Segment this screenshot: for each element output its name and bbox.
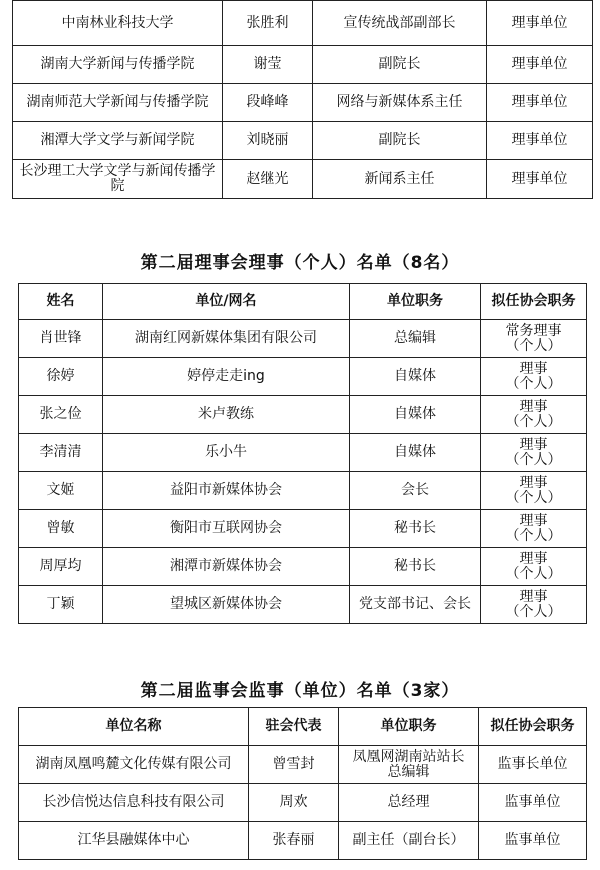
position-cell: 总经理 xyxy=(339,784,479,822)
role-cell: 理事 （个人） xyxy=(481,510,587,548)
name-cell: 丁颖 xyxy=(19,586,103,624)
position-cell: 新闻系主任 xyxy=(313,160,487,199)
unit-cell: 衡阳市互联网协会 xyxy=(103,510,350,548)
column-header: 驻会代表 xyxy=(249,708,339,746)
position-cell: 总编辑 xyxy=(350,320,481,358)
role-cell: 理事单位 xyxy=(487,84,593,122)
unit-cell: 米卢教练 xyxy=(103,396,350,434)
unit-cell: 长沙理工大学文学与新闻传播学院 xyxy=(13,160,223,199)
column-header: 单位名称 xyxy=(19,708,249,746)
role-cell: 理事 （个人） xyxy=(481,548,587,586)
unit-cell: 江华县融媒体中心 xyxy=(19,822,249,860)
column-header: 单位职务 xyxy=(339,708,479,746)
unit-cell: 湖南红网新媒体集团有限公司 xyxy=(103,320,350,358)
role-cell: 理事单位 xyxy=(487,122,593,160)
position-cell: 网络与新媒体系主任 xyxy=(313,84,487,122)
role-cell: 理事单位 xyxy=(487,160,593,199)
table-row xyxy=(19,548,587,586)
position-cell: 副主任（副台长） xyxy=(339,822,479,860)
role-cell: 理事 （个人） xyxy=(481,358,587,396)
unit-cell: 湖南凤凰鸣麓文化传媒有限公司 xyxy=(19,746,249,784)
rep-cell: 张胜利 xyxy=(223,1,313,46)
supervisor-table xyxy=(18,707,587,860)
table-row xyxy=(19,746,587,784)
table-row xyxy=(19,822,587,860)
rep-cell: 段峰峰 xyxy=(223,84,313,122)
position-cell: 凤凰网湖南站站长 总编辑 xyxy=(339,746,479,784)
role-cell: 理事 （个人） xyxy=(481,434,587,472)
position-cell: 自媒体 xyxy=(350,396,481,434)
table-row xyxy=(13,122,593,160)
table-header-row xyxy=(19,708,587,746)
rep-cell: 周欢 xyxy=(249,784,339,822)
column-header: 姓名 xyxy=(19,284,103,320)
role-cell: 常务理事 （个人） xyxy=(481,320,587,358)
column-header: 单位职务 xyxy=(350,284,481,320)
table-row xyxy=(19,784,587,822)
table-row xyxy=(13,46,593,84)
table-row xyxy=(19,586,587,624)
table-row xyxy=(13,1,593,46)
section-title: 第二届监事会监事（单位）名单（3家） xyxy=(140,681,460,701)
unit-cell: 益阳市新媒体协会 xyxy=(103,472,350,510)
unit-cell: 中南林业科技大学 xyxy=(13,1,223,46)
position-cell: 副院长 xyxy=(313,46,487,84)
unit-cell: 长沙信悦达信息科技有限公司 xyxy=(19,784,249,822)
rep-cell: 刘晓丽 xyxy=(223,122,313,160)
rep-cell: 赵继光 xyxy=(223,160,313,199)
position-cell: 会长 xyxy=(350,472,481,510)
role-cell: 监事长单位 xyxy=(479,746,587,784)
table-row xyxy=(13,160,593,199)
table-row xyxy=(13,84,593,122)
rep-cell: 曾雪封 xyxy=(249,746,339,784)
position-cell: 自媒体 xyxy=(350,434,481,472)
role-cell: 监事单位 xyxy=(479,784,587,822)
section-title: 第二届理事会理事（个人）名单（8名） xyxy=(140,253,460,273)
position-cell: 自媒体 xyxy=(350,358,481,396)
unit-table xyxy=(12,0,593,199)
role-cell: 监事单位 xyxy=(479,822,587,860)
unit-cell: 湖南师范大学新闻与传播学院 xyxy=(13,84,223,122)
unit-cell: 望城区新媒体协会 xyxy=(103,586,350,624)
table-row xyxy=(19,358,587,396)
position-cell: 副院长 xyxy=(313,122,487,160)
table-row xyxy=(19,320,587,358)
name-cell: 周厚均 xyxy=(19,548,103,586)
name-cell: 文姬 xyxy=(19,472,103,510)
column-header: 拟任协会职务 xyxy=(481,284,587,320)
position-cell: 党支部书记、会长 xyxy=(350,586,481,624)
unit-cell: 湘潭大学文学与新闻学院 xyxy=(13,122,223,160)
unit-cell: 湖南大学新闻与传播学院 xyxy=(13,46,223,84)
rep-cell: 张春丽 xyxy=(249,822,339,860)
role-cell: 理事 （个人） xyxy=(481,396,587,434)
position-cell: 秘书长 xyxy=(350,510,481,548)
unit-cell: 婷停走走ing xyxy=(103,358,350,396)
unit-cell: 湘潭市新媒体协会 xyxy=(103,548,350,586)
position-cell: 宣传统战部副部长 xyxy=(313,1,487,46)
name-cell: 曾敏 xyxy=(19,510,103,548)
name-cell: 张之俭 xyxy=(19,396,103,434)
role-cell: 理事单位 xyxy=(487,46,593,84)
table-row xyxy=(19,510,587,548)
name-cell: 肖世锋 xyxy=(19,320,103,358)
council-member-table xyxy=(18,283,587,624)
column-header: 单位/网名 xyxy=(103,284,350,320)
name-cell: 李清清 xyxy=(19,434,103,472)
table-row xyxy=(19,472,587,510)
role-cell: 理事 （个人） xyxy=(481,586,587,624)
table-row xyxy=(19,434,587,472)
table-header-row xyxy=(19,284,587,320)
table-row xyxy=(19,396,587,434)
rep-cell: 谢莹 xyxy=(223,46,313,84)
column-header: 拟任协会职务 xyxy=(479,708,587,746)
unit-cell: 乐小牛 xyxy=(103,434,350,472)
role-cell: 理事 （个人） xyxy=(481,472,587,510)
name-cell: 徐婷 xyxy=(19,358,103,396)
role-cell: 理事单位 xyxy=(487,1,593,46)
position-cell: 秘书长 xyxy=(350,548,481,586)
